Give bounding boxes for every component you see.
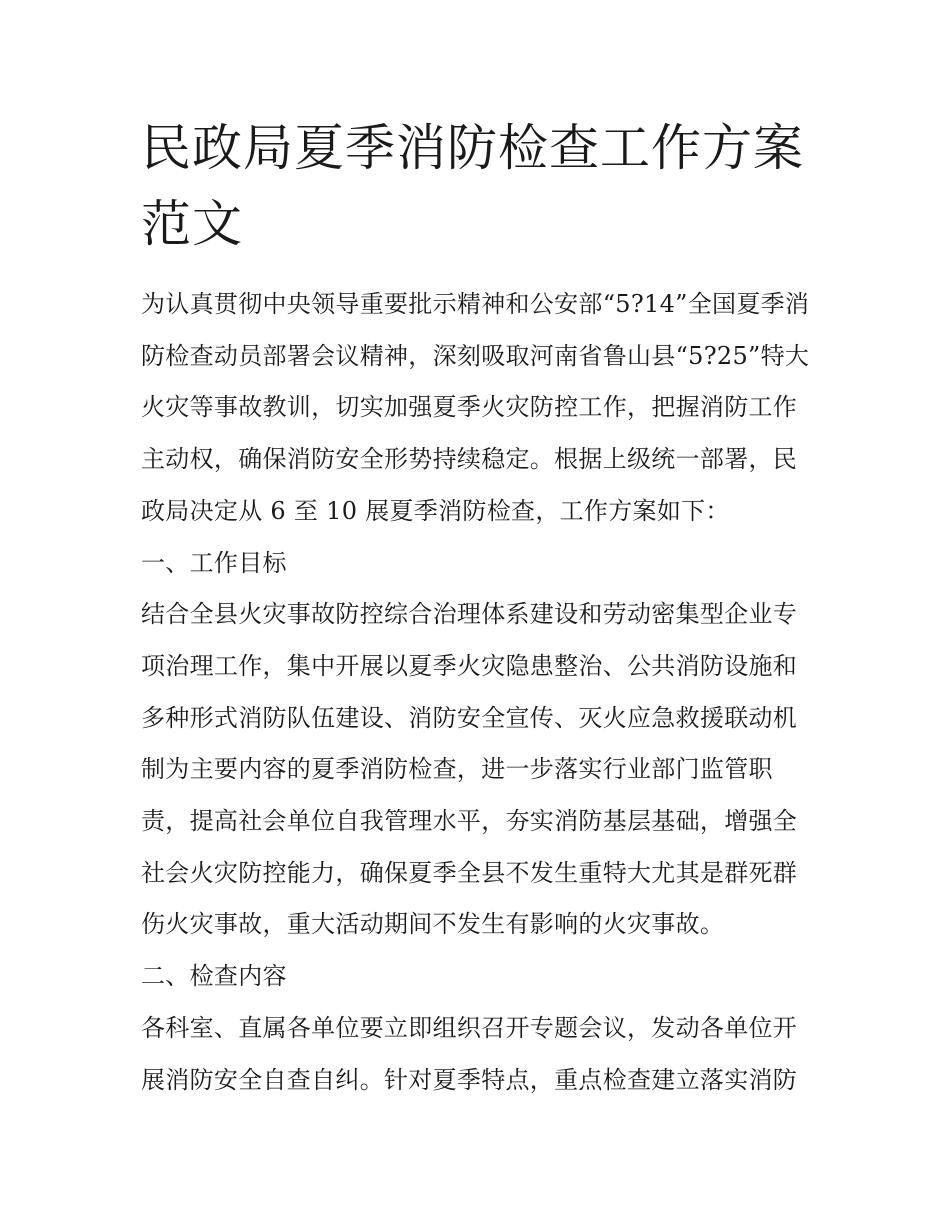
section-heading: 一、工作目标: [141, 548, 287, 577]
paragraph-line: 多种形式消防队伍建设、消防安全宣传、灭火应急救援联动机: [141, 703, 798, 732]
paragraph-line: 制为主要内容的夏季消防检查，进一步落实行业部门监管职: [141, 755, 773, 784]
paragraph-line: 政局决定从 6 至 10 展夏季消防检查，工作方案如下：: [141, 496, 730, 525]
paragraph-line: 结合全县火灾事故防控综合治理体系建设和劳动密集型企业专: [141, 600, 798, 629]
paragraph-line: 项治理工作，集中开展以夏季火灾隐患整治、公共消防设施和: [141, 651, 798, 680]
paragraph-line: 火灾等事故教训，切实加强夏季火灾防控工作，把握消防工作: [141, 393, 798, 422]
paragraph-line: 社会火灾防控能力，确保夏季全县不发生重特大尤其是群死群: [141, 858, 798, 887]
title-line: 范文: [141, 195, 243, 253]
document-title: [141, 110, 811, 262]
document-body: [141, 279, 813, 1106]
paragraph-line: 主动权，确保消防安全形势持续稳定。根据上级统一部署，民: [141, 445, 798, 474]
title-line: 民政局夏季消防检查工作方案: [141, 119, 804, 177]
paragraph-line: 为认真贯彻中央领导重要批示精神和公安部“5?14”全国夏季消: [141, 290, 810, 318]
paragraph-line: 防检查动员部署会议精神，深刻吸取河南省鲁山县“5?25”特大: [141, 341, 810, 370]
paragraph-line: 责，提高社会单位自我管理水平，夯实消防基层基础，增强全: [141, 807, 798, 836]
paragraph-line: 各科室、直属各单位要立即组织召开专题会议，发动各单位开: [141, 1013, 798, 1042]
paragraph-line: 伤火灾事故，重大活动期间不发生有影响的火灾事故。: [141, 910, 725, 939]
paragraph-line: 展消防安全自查自纠。针对夏季特点，重点检查建立落实消防: [141, 1065, 798, 1094]
section-heading: 二、检查内容: [141, 962, 287, 991]
